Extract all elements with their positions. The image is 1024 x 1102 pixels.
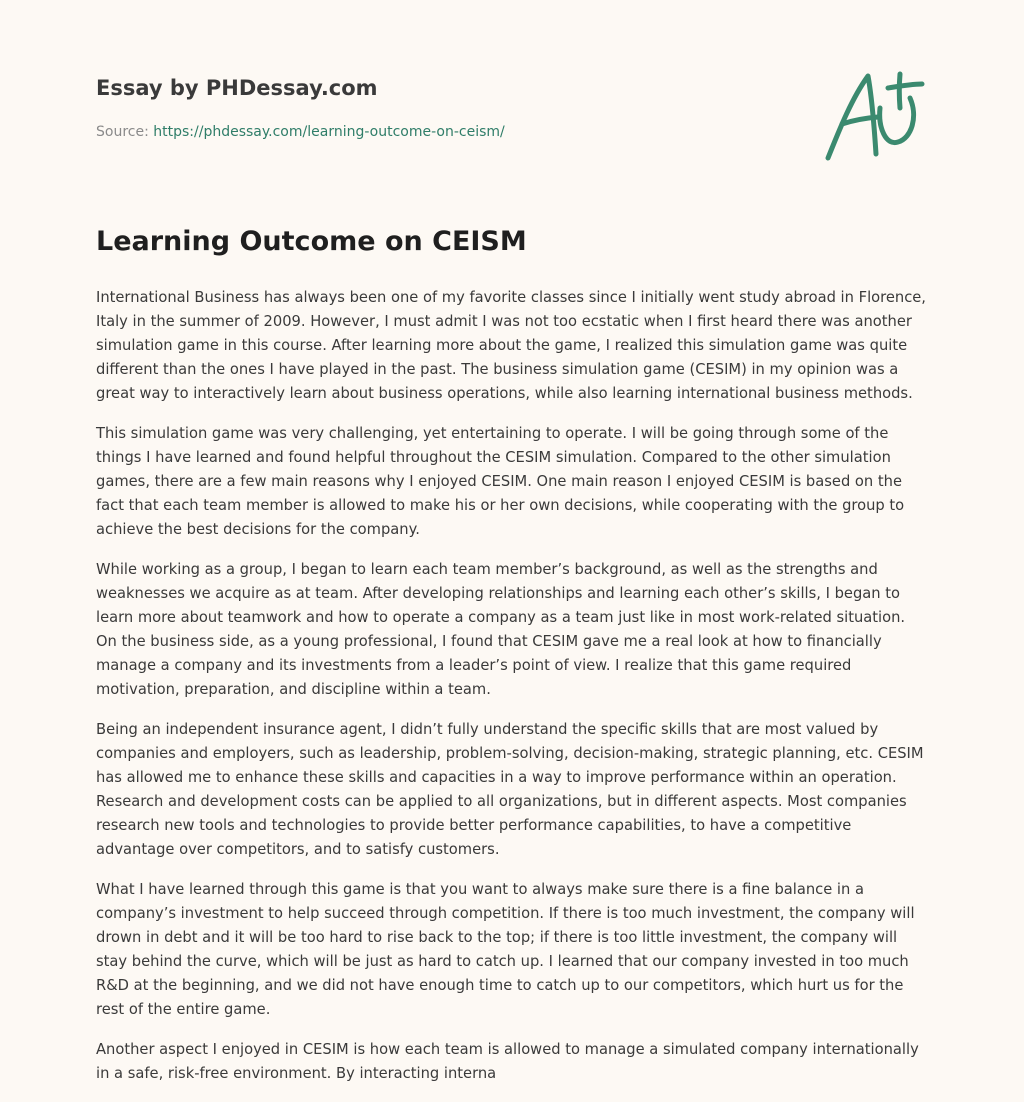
source-label: Source: <box>96 124 149 140</box>
paragraph: While working as a group, I began to learn each team member’s background, as well as the strengths and weaknesses we acquire as at team. After developing relationships and learning each other’s skills, I began to learn more about teamwork and how to operate a company as a team just like in most work-related situation. On the business side, as a young professional, I found that CESIM gave me a real look at how to financially manage a company and its investments from a leader’s point of view. I realize that this game required motivation, preparation, and discipline within a team. <box>96 561 906 698</box>
paragraph: What I have learned through this game is that you want to always make sure there is a fine balance in a company’s investment to help succeed through competition. If there is too much investment, the company will drown in debt and it will be too hard to rise back to the top; if there is too little investment, the company will stay behind the curve, which will be just as hard to catch up. I learned that our company invested in too much R&D at the beginning, and we did not have enough time to catch up to our competitors, which hurt us for the rest of the entire game. <box>96 881 915 1018</box>
essay-body <box>96 286 928 1102</box>
a-plus-logo-icon <box>824 68 928 164</box>
paragraph: Being an independent insurance agent, I didn’t fully understand the specific skills that are most valued by companies and employers, such as leadership, problem-solving, decision-making, strategic planning, etc. CESIM has allowed me to enhance these skills and capacities in a way to improve performance within an operation. Research and development costs can be applied to all organizations, but in different aspects. Most companies research new tools and technologies to provide better performance capabilities, to have a competitive advantage over competitors, and to satisfy customers. <box>96 721 924 858</box>
source-link[interactable]: https://phdessay.com/learning-outcome-on-ceism/ <box>153 124 505 140</box>
source-line <box>96 124 505 140</box>
header <box>96 0 928 200</box>
brand-title: Essay by PHDessay.com <box>96 76 378 100</box>
paragraph: This simulation game was very challenging, yet entertaining to operate. I will be going through some of the things I have learned and found helpful throughout the CESIM simulation. Compared to the other simulation games, there are a few main reasons why I enjoyed CESIM. One main reason I enjoyed CESIM is based on the fact that each team member is allowed to make his or her own decisions, while cooperating with the group to achieve the best decisions for the company. <box>96 425 905 538</box>
paragraph: International Business has always been one of my favorite classes since I initially went study abroad in Florence, Italy in the summer of 2009. However, I must admit I was not too ecstatic when I first heard there was another simulation game in this course. After learning more about the game, I realized this simulation game was quite different than the ones I have played in the past. The business simulation game (CESIM) in my opinion was a great way to interactively learn about business operations, while also learning international business methods. <box>96 289 926 402</box>
essay-page <box>96 0 928 1100</box>
page-title: Learning Outcome on CEISM <box>96 226 527 257</box>
paragraph: Another aspect I enjoyed in CESIM is how each team is allowed to manage a simulated company internationally in a safe, risk-free environment. By interacting interna <box>96 1041 919 1082</box>
